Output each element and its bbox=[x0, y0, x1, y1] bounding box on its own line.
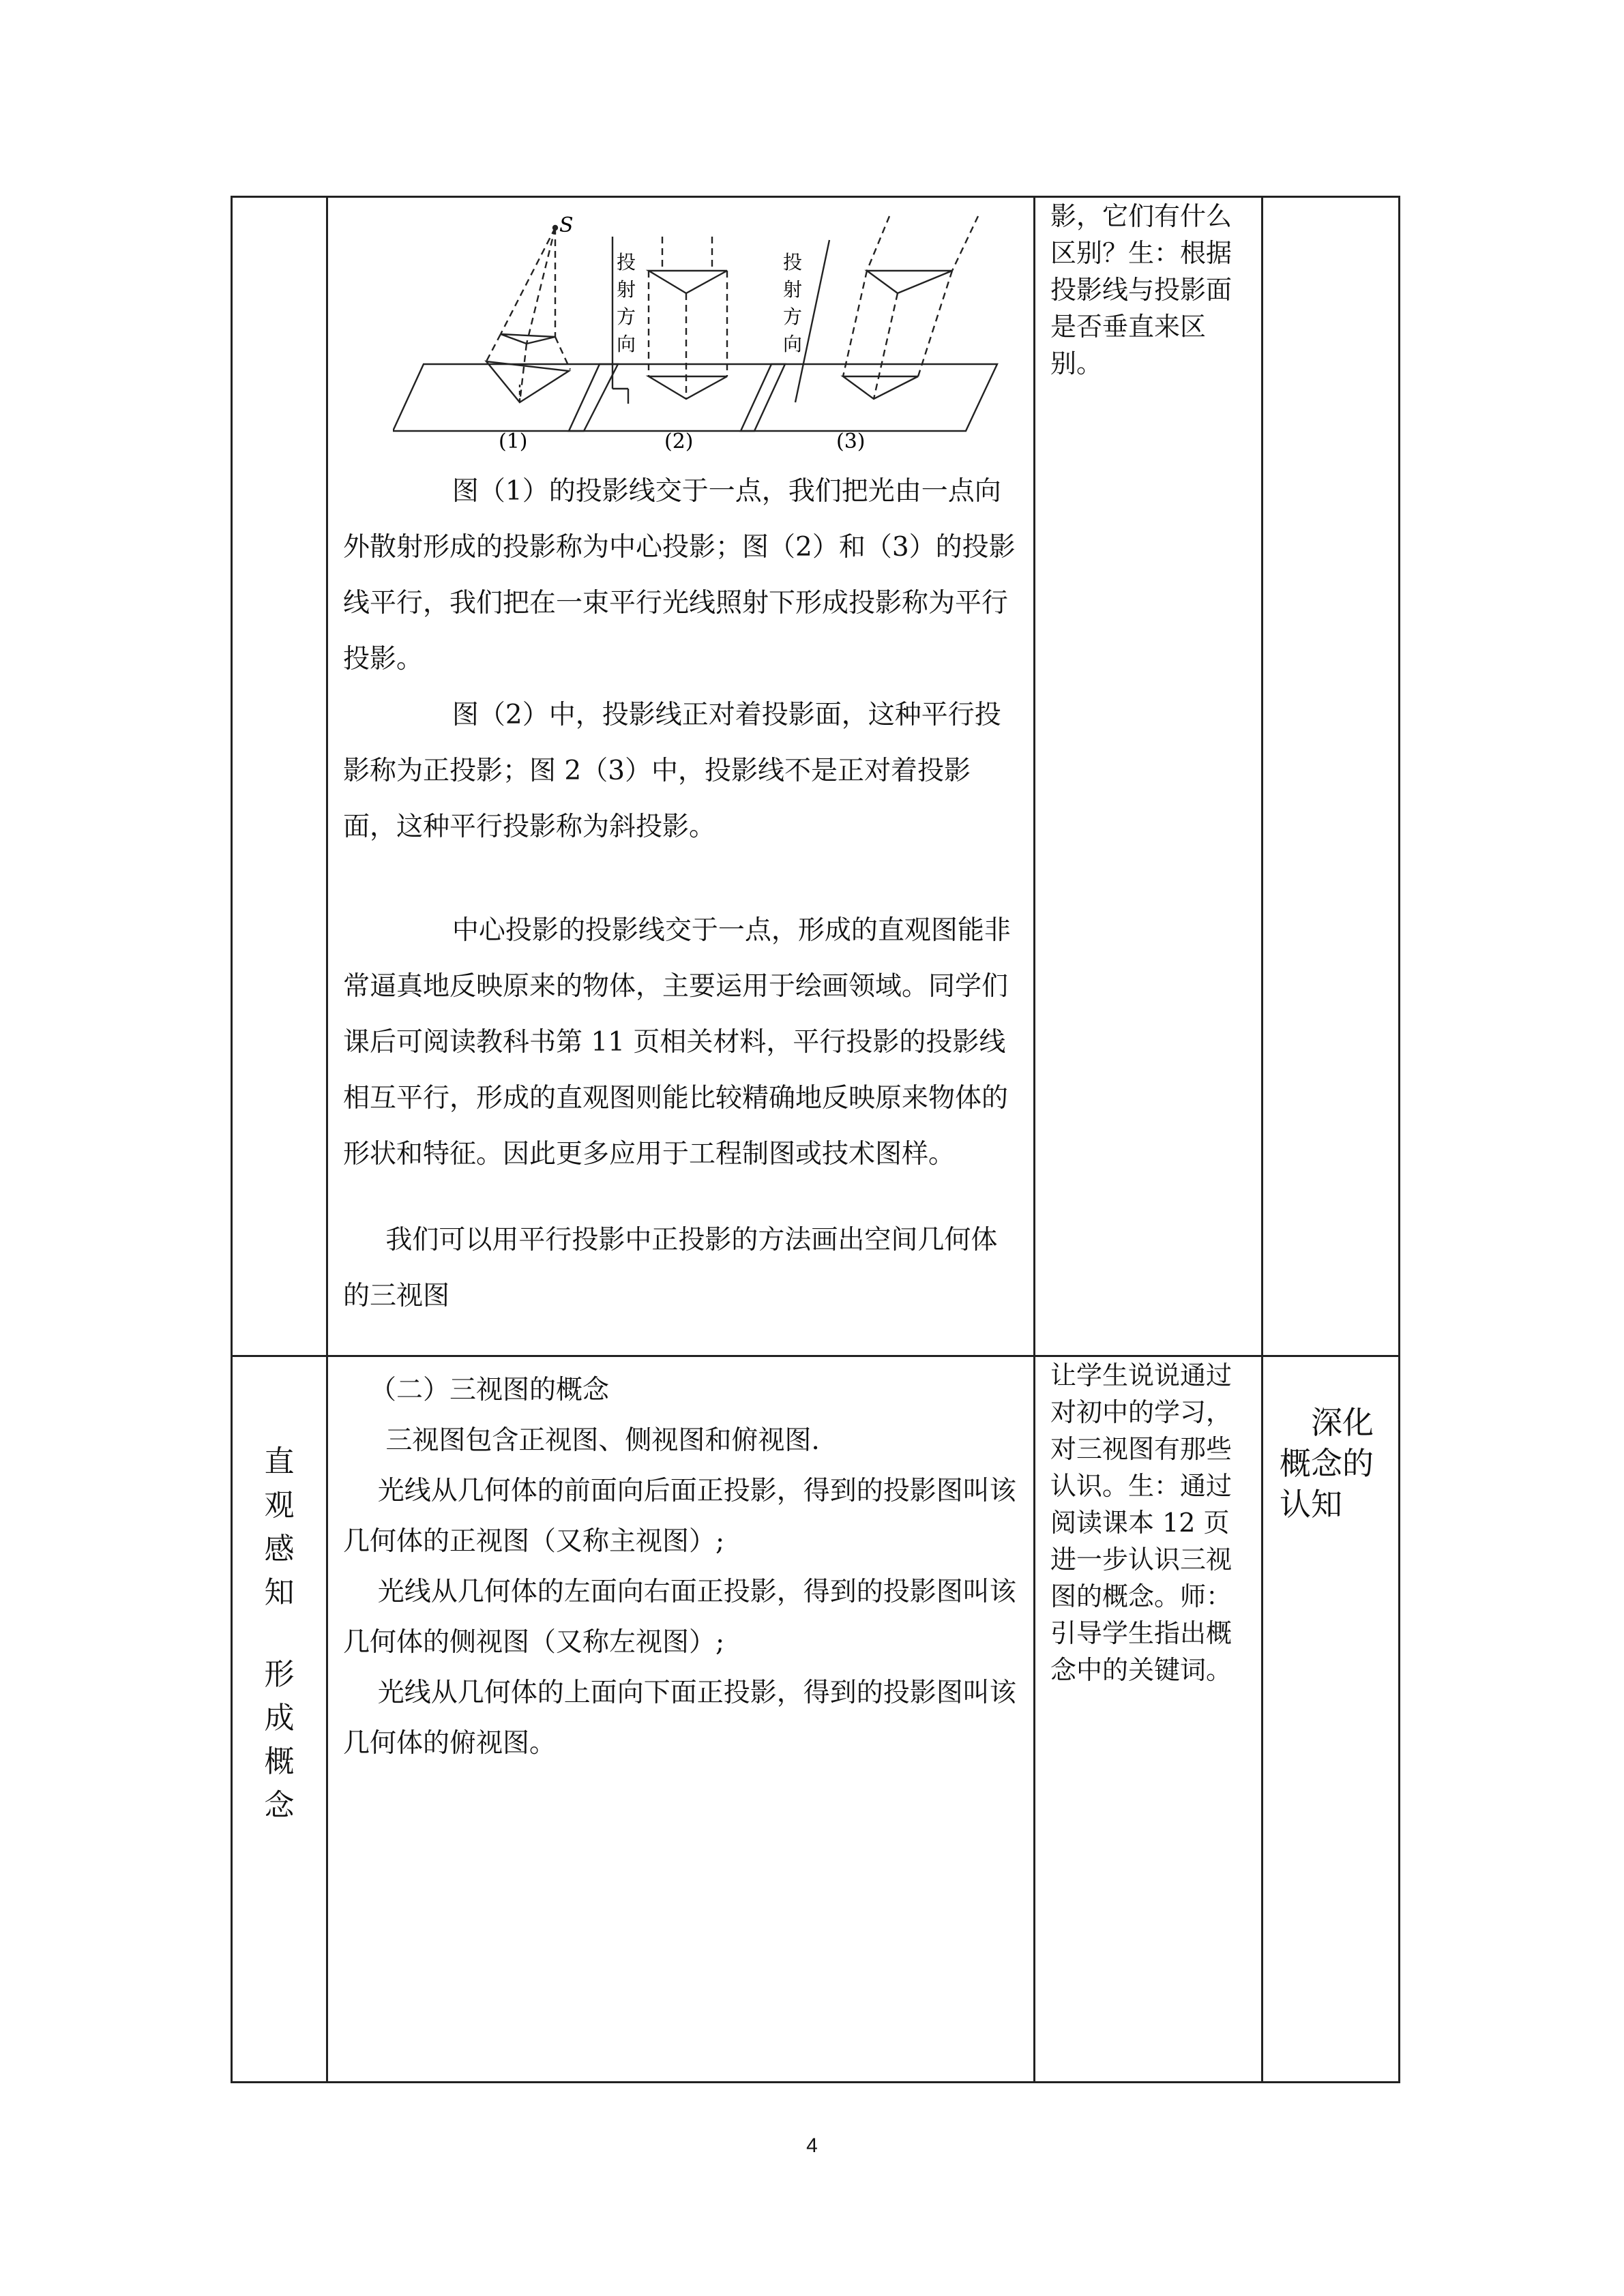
goal-cell bbox=[1263, 1356, 1400, 2083]
spacer bbox=[343, 855, 1020, 903]
goal-cell-empty bbox=[1263, 197, 1400, 1356]
stage-char: 成 bbox=[264, 1701, 295, 1735]
stage-char: 直 bbox=[264, 1444, 295, 1479]
stage-cell-empty bbox=[232, 197, 327, 1356]
table-row bbox=[232, 197, 1400, 1356]
paragraph: 光线从几何体的左面向右面正投影，得到的投影图叫该几何体的侧视图（又称左视图）; bbox=[343, 1577, 1016, 1658]
direction-label-1: 向 bbox=[617, 333, 636, 355]
lesson-plan-table bbox=[231, 196, 1400, 2083]
point-s-label: S bbox=[559, 213, 574, 237]
activity-note: 让学生说说通过对初中的学习，对三视图有那些认识。生：通过阅读课本 12 页进一步认识三视图的概念。师：引导学生指出概念中的关键词。 bbox=[1050, 1360, 1232, 1685]
paragraph: 光线从几何体的前面向后面正投影，得到的投影图叫该几何体的正视图（又称主视图）; bbox=[343, 1476, 1016, 1557]
stage-char: 形 bbox=[264, 1657, 295, 1692]
table-row bbox=[232, 1356, 1400, 2083]
stage-char: 念 bbox=[264, 1788, 295, 1823]
content-cell bbox=[327, 1356, 1035, 2083]
stage-cell bbox=[232, 1356, 327, 2083]
paragraph: 三视图包含正视图、侧视图和俯视图. bbox=[385, 1425, 820, 1456]
row1-text bbox=[328, 464, 1033, 1324]
direction-label-1: 方 bbox=[617, 305, 636, 328]
page-number: 4 bbox=[806, 2134, 818, 2157]
activity-cell bbox=[1035, 1356, 1263, 2083]
spacer bbox=[343, 1182, 1020, 1212]
paragraph: 我们可以用平行投影中正投影的方法画出空间几何体的三视图 bbox=[343, 1225, 998, 1311]
stage-label bbox=[233, 1357, 326, 1828]
direction-label-2: 向 bbox=[783, 333, 803, 355]
stage-char: 观 bbox=[264, 1488, 295, 1523]
paragraph: 图（1）的投影线交于一点，我们把光由一点向外散射形成的投影称为中心投影；图（2）和（3）的投影线平行，我们把在一束平行光线照射下形成投影称为平行投影。 bbox=[343, 476, 1016, 674]
stage-char: 概 bbox=[264, 1744, 295, 1779]
direction-label-2: 射 bbox=[783, 278, 803, 301]
stage-char: 感 bbox=[264, 1532, 295, 1566]
caption-2: (2) bbox=[664, 430, 694, 451]
stage-char: 知 bbox=[264, 1575, 295, 1610]
direction-label-2: 方 bbox=[783, 305, 803, 328]
row2-text bbox=[328, 1357, 1033, 1769]
paragraph: 图（2）中，投影线正对着投影面，这种平行投影称为正投影；图 2（3）中，投影线不是正对着投影面，这种平行投影称为斜投影。 bbox=[343, 700, 1001, 842]
activity-note: 影，它们有什么区别？生：根据投影线与投影面是否垂直来区别。 bbox=[1050, 201, 1232, 378]
projection-diagram bbox=[393, 213, 1007, 451]
direction-label-1: 投 bbox=[617, 251, 636, 273]
caption-3: (3) bbox=[836, 430, 866, 451]
stage-separator bbox=[233, 1615, 326, 1653]
goal-text: 深化概念的认知 bbox=[1280, 1404, 1374, 1523]
paragraph: 光线从几何体的上面向下面正投影，得到的投影图叫该几何体的俯视图。 bbox=[343, 1678, 1016, 1759]
section-heading: （二）三视图的概念 bbox=[370, 1375, 610, 1405]
caption-1: (1) bbox=[499, 430, 528, 451]
paragraph: 中心投影的投影线交于一点，形成的直观图能非常逼真地反映原来的物体，主要运用于绘画领域。同学们课后可阅读教科书第 11 页相关材料，平行投影的投影线相互平行，形成的直观图则能比较精确地反映原来物体的形状和特征。因此更多应用于工程制图或技术图样。 bbox=[343, 915, 1011, 1169]
content-cell bbox=[327, 197, 1035, 1356]
activity-cell bbox=[1035, 197, 1263, 1356]
direction-label-1: 射 bbox=[617, 278, 636, 301]
direction-label-2: 投 bbox=[783, 251, 803, 273]
